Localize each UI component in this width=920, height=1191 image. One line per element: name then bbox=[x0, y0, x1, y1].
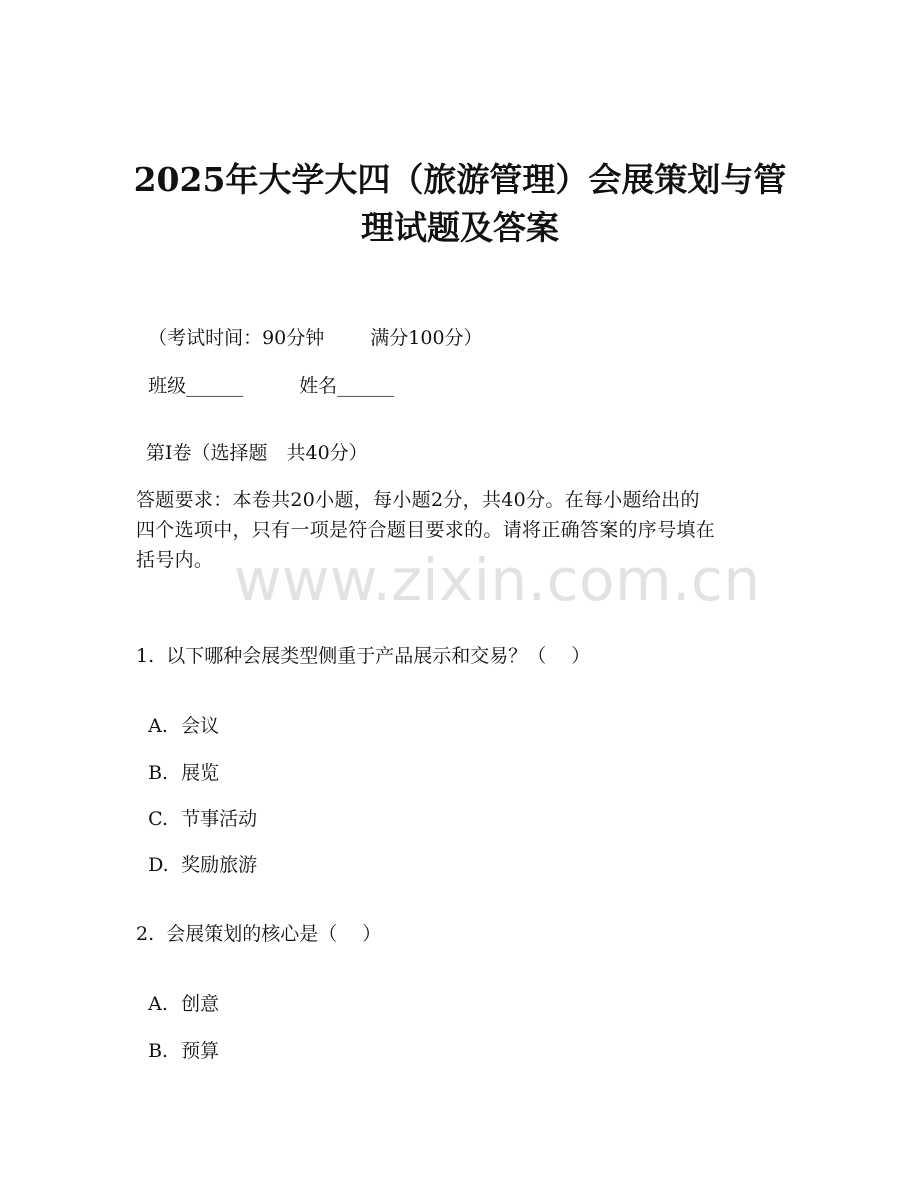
option-letter: A. bbox=[148, 715, 168, 737]
question-option bbox=[136, 737, 219, 785]
option-text: 奖励旅游 bbox=[181, 854, 258, 876]
name-field-label: 姓名______ bbox=[299, 375, 395, 397]
section-instructions bbox=[136, 485, 776, 575]
document-title-line-2: 理试题及答案 bbox=[361, 208, 559, 247]
exam-full-score: 满分100分） bbox=[370, 327, 483, 349]
question-stem: 1. 以下哪种会展类型侧重于产品展示和交易？（ ） bbox=[136, 645, 591, 667]
instruction-line: 四个选项中，只有一项是符合题目要求的。请将正确答案的序号填在 bbox=[136, 519, 716, 541]
exam-info bbox=[136, 302, 483, 350]
option-text: 节事活动 bbox=[181, 808, 258, 830]
option-letter: B. bbox=[148, 1040, 169, 1062]
instruction-line: 括号内。 bbox=[136, 549, 214, 571]
class-field-label: 班级______ bbox=[148, 375, 244, 397]
question-option bbox=[136, 783, 257, 831]
student-info bbox=[136, 350, 394, 398]
question-option bbox=[136, 829, 257, 877]
option-text: 创意 bbox=[181, 993, 220, 1015]
option-letter: C. bbox=[148, 808, 168, 830]
instruction-line: 答题要求：本卷共20小题，每小题2分，共40分。在每小题给出的 bbox=[136, 489, 700, 511]
question-option bbox=[136, 690, 219, 738]
question-stem: 2. 会展策划的核心是（ ） bbox=[136, 923, 382, 945]
option-text: 会议 bbox=[181, 715, 220, 737]
option-text: 预算 bbox=[181, 1040, 220, 1062]
option-letter: D. bbox=[148, 854, 169, 876]
option-text: 展览 bbox=[181, 762, 220, 784]
exam-time: （考试时间：90分钟 bbox=[148, 327, 325, 349]
document-title-line-1: 2025年大学大四（旅游管理）会展策划与管 bbox=[133, 160, 787, 199]
option-letter: B. bbox=[148, 762, 169, 784]
question-option bbox=[136, 968, 219, 1016]
watermark: www.zixin.com.cn bbox=[234, 546, 761, 614]
section-heading: 第I卷（选择题 共40分） bbox=[146, 442, 368, 464]
question-option bbox=[136, 1015, 219, 1063]
option-letter: A. bbox=[148, 993, 168, 1015]
